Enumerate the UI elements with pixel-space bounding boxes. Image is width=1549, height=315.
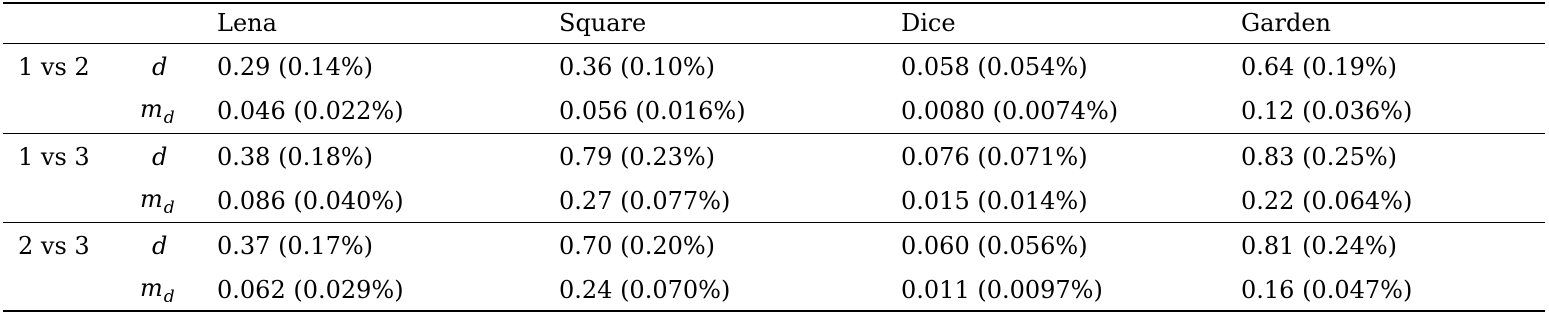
metric-subscript: d (163, 198, 175, 218)
table-cell: 0.12 (0.036%) (1241, 97, 1413, 125)
bottom-rule (3, 310, 1545, 312)
table-cell: 0.056 (0.016%) (559, 97, 746, 125)
group-rule-2 (3, 222, 1545, 223)
column-header-garden: Garden (1241, 9, 1331, 37)
table-cell: 0.37 (0.17%) (217, 232, 374, 260)
table-cell: 0.83 (0.25%) (1241, 143, 1398, 171)
metric-label: $m_d$ (140, 185, 175, 218)
group-label: 1 vs 2 (18, 53, 90, 81)
table-cell: 0.22 (0.064%) (1241, 187, 1413, 215)
table-cell: 0.086 (0.040%) (217, 187, 404, 215)
metric-label: $m_d$ (140, 274, 175, 307)
header-rule (3, 43, 1545, 44)
table-cell: 0.076 (0.071%) (901, 143, 1088, 171)
table-cell: 0.70 (0.20%) (559, 232, 716, 260)
table-cell: 0.046 (0.022%) (217, 97, 404, 125)
table-cell: 0.36 (0.10%) (559, 53, 716, 81)
metric-label: d (152, 143, 168, 171)
metric-subscript: d (163, 287, 175, 307)
table-cell: 0.062 (0.029%) (217, 276, 404, 304)
table-cell: 0.015 (0.014%) (901, 187, 1088, 215)
table-cell: 0.24 (0.070%) (559, 276, 731, 304)
table-cell: 0.29 (0.14%) (217, 53, 374, 81)
table-cell: 0.38 (0.18%) (217, 143, 374, 171)
metric-subscript: d (163, 108, 175, 128)
table-cell: 0.060 (0.056%) (901, 232, 1088, 260)
table-cell: 0.011 (0.0097%) (901, 276, 1103, 304)
table-cell: 0.79 (0.23%) (559, 143, 716, 171)
metric-label: d (152, 232, 168, 260)
table-cell: 0.27 (0.077%) (559, 187, 731, 215)
table-cell: 0.81 (0.24%) (1241, 232, 1398, 260)
metric-label: $m_d$ (140, 95, 175, 128)
metric-label: d (152, 53, 168, 81)
column-header-square: Square (559, 9, 647, 37)
table-cell: 0.64 (0.19%) (1241, 53, 1398, 81)
column-header-lena: Lena (217, 9, 277, 37)
top-rule (3, 2, 1545, 4)
table-cell: 0.0080 (0.0074%) (901, 97, 1119, 125)
group-label: 1 vs 3 (18, 143, 90, 171)
group-rule-1 (3, 133, 1545, 134)
table-cell: 0.058 (0.054%) (901, 53, 1088, 81)
table-cell: 0.16 (0.047%) (1241, 276, 1413, 304)
column-header-dice: Dice (901, 9, 956, 37)
group-label: 2 vs 3 (18, 232, 90, 260)
